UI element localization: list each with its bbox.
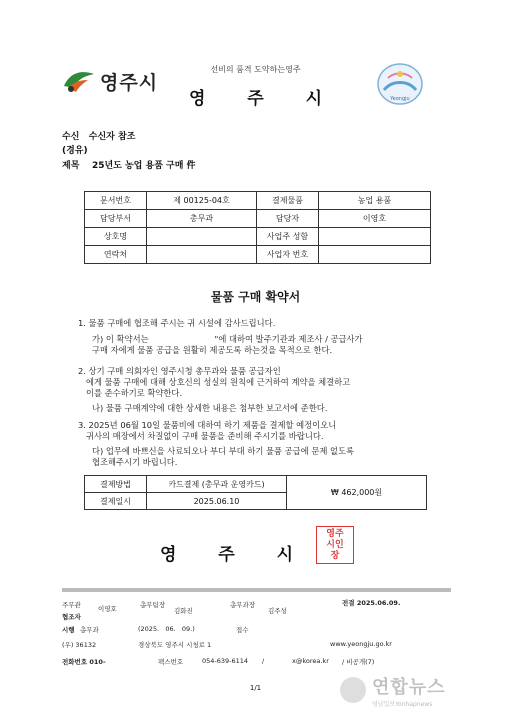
paragraph-3c-line1: 다) 업무에 바쁘신을 사료되오나 부디 부대 하기 물품 공급에 문제 없도록: [92, 446, 355, 456]
payment-method-label: 결제방법: [85, 476, 147, 493]
table-cell: [147, 246, 257, 264]
table-cell: 사업주 성함: [257, 228, 319, 246]
paragraph-3c-line2: 협조해주시기 바립니다.: [92, 457, 178, 467]
table-cell: 문서번호: [85, 192, 147, 210]
via-line: (경유): [62, 146, 88, 156]
table-cell: 사업자 번호: [257, 246, 319, 264]
exec-label: 시행: [62, 626, 75, 634]
table-cell: 제 00125-04호: [147, 192, 257, 210]
table-cell: [319, 228, 431, 246]
exec-value: 총무과: [80, 626, 99, 634]
paragraph-1a-line1: 가) 이 확약서는 "에 대하여 발주기관과 제조사 / 공급사가: [92, 334, 363, 344]
dept-head-name: 김주성: [268, 607, 287, 615]
table-cell: [319, 246, 431, 264]
table-cell: 담당부서: [85, 210, 147, 228]
recipient-label: 수신: [62, 132, 80, 142]
paragraph-2b: 나) 물품 구매계약에 대한 상세한 내용은 첨부한 보고서에 준한다.: [92, 403, 328, 413]
table-row: [85, 476, 427, 493]
watermark-text: 연합뉴스: [372, 676, 446, 698]
table-cell: 연락처: [85, 246, 147, 264]
disclosure-status: / 비공개(7): [342, 658, 375, 666]
fax-label: 팩스번호: [158, 658, 184, 666]
logo-text: 영주시: [100, 71, 159, 94]
slogan: 선비의 품격 도약하는영주: [210, 65, 301, 74]
section-title: 물품 구매 확약서: [210, 290, 301, 304]
page-number: 1/1: [249, 684, 262, 692]
jumugwan-name: 이영호: [98, 605, 117, 613]
table-cell: 담당자: [257, 210, 319, 228]
city-emblem-icon: [376, 62, 424, 106]
jumugwan-label: 주무관: [62, 601, 81, 609]
email[interactable]: x@korea.kr: [292, 657, 329, 665]
website-link[interactable]: www.yeongju.go.kr: [330, 640, 392, 648]
recipient-value: 수신자 참조: [88, 132, 136, 142]
subject-label: 제목: [62, 161, 80, 171]
payment-date-value: 2025.06.10: [147, 493, 287, 510]
separator: /: [262, 657, 265, 665]
team-leader-label: 총무팀장: [140, 601, 166, 609]
receipt-label: 접수: [236, 626, 249, 634]
table-cell: 농업 용품: [319, 192, 431, 210]
stamp-line: 시인: [326, 540, 344, 550]
cooperator-label: 협조자: [62, 613, 81, 621]
subject-line: [62, 158, 196, 171]
recipient-line: [62, 129, 135, 142]
paragraph-1a-line2: 구매 자에게 물품 공급을 원활히 제공도록 하는것을 목적으로 한다.: [92, 345, 333, 355]
payment-method-value: 카드결제 (총무과 운영카드): [147, 476, 287, 493]
stamp-line: 영주: [326, 529, 344, 539]
fax-number: 054-639-6114: [202, 657, 249, 665]
table-cell: [147, 228, 257, 246]
paragraph-2-line2: 에게 물품 구매에 대해 상호신의 성실의 원칙에 근거하여 계약을 체결하고: [86, 377, 351, 387]
document-info-table: [84, 191, 431, 264]
watermark-logo-icon: [340, 677, 366, 703]
postal-code: (우) 36132: [62, 641, 97, 649]
paragraph-2-line1: 2. 상기 구매 의회자인 영주시청 총무과와 물품 공급자인: [78, 366, 281, 376]
table-row: [85, 192, 431, 210]
subject-value: 25년도 농업 용품 구매 件: [91, 161, 196, 171]
dept-head-label: 총무과장: [230, 601, 256, 609]
table-row: [85, 228, 431, 246]
news-watermark: [340, 670, 500, 710]
table-cell: 총무과: [147, 210, 257, 228]
table-cell: 상호명: [85, 228, 147, 246]
payment-table: [84, 475, 427, 510]
table-row: [85, 246, 431, 264]
official-seal-stamp: [316, 526, 354, 564]
watermark-subtext: 영남일보Yonhapnews: [372, 700, 433, 708]
payment-date-label: 결제일시: [85, 493, 147, 510]
table-cell: 이영호: [319, 210, 431, 228]
payment-amount: ₩ 462,000원: [287, 476, 427, 510]
table-cell: 결제물품: [257, 192, 319, 210]
paragraph-3-line1: 3. 2025년 06월 10일 물품비에 대하여 하기 제품을 결제할 예정이오니: [78, 420, 337, 430]
address: 경상북도 영주시 시청로 1: [138, 641, 212, 649]
stamp-line: 장: [330, 551, 340, 561]
team-leader-name: 김화진: [174, 607, 193, 615]
approval-date: 전결 2025.06.09.: [342, 599, 401, 607]
paragraph-3-line2: 귀사의 매장에서 차질없이 구매 물품을 준비해 주시기를 바랍니다.: [86, 431, 324, 441]
phone-label: 전화번호 010-: [62, 658, 106, 666]
svg-text:Yeongju: Yeongju: [390, 96, 410, 102]
paragraph-1: 1. 물품 구매에 협조해 주시는 귀 시설에 감사드립니다.: [78, 318, 276, 328]
exec-date: (2025. 06. 09.): [138, 625, 195, 633]
issuer-signature: 영 주 시: [159, 545, 312, 565]
paragraph-2-line3: 이를 준수하기로 확약한다.: [86, 388, 183, 398]
footer-divider: [62, 588, 451, 592]
table-row: [85, 210, 431, 228]
document-issuer: 영 주 시: [188, 89, 341, 109]
